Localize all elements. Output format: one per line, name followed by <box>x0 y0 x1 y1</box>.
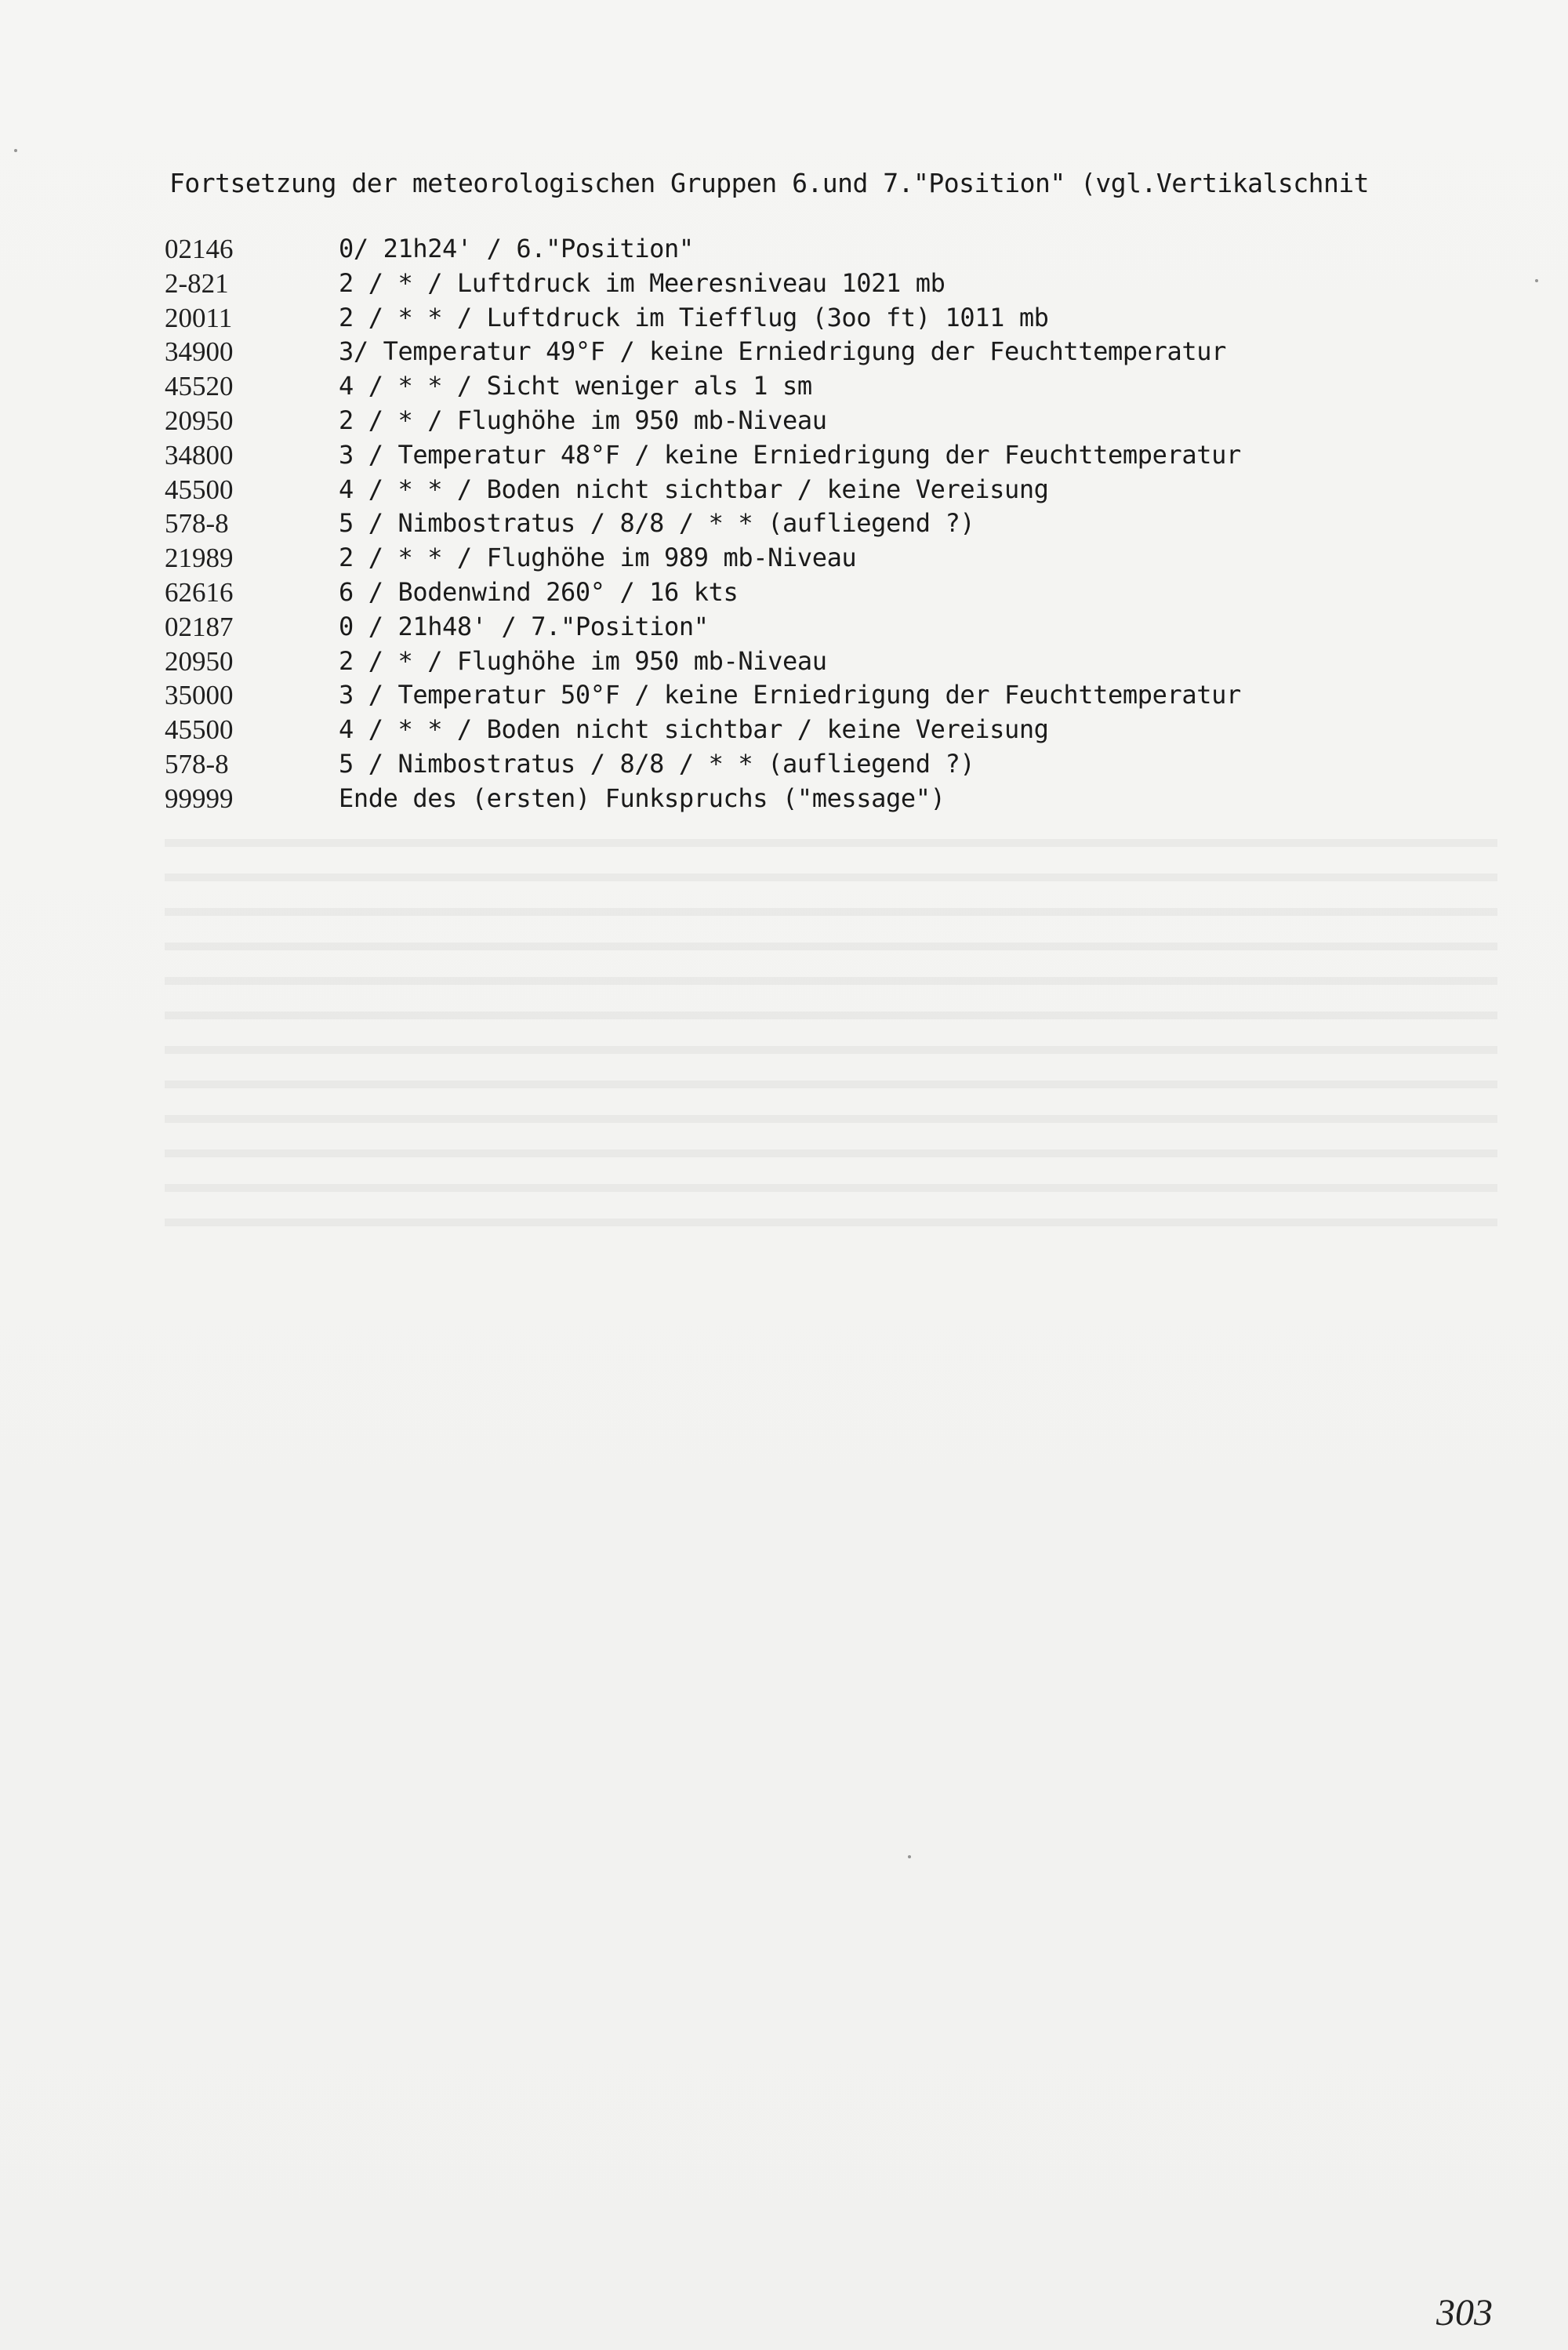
page-number: 303 <box>1436 2292 1493 2334</box>
group-description: 2 / * / Flughöhe im 950 mb-Niveau <box>339 405 827 435</box>
scan-speck <box>1535 279 1538 282</box>
group-description: 0 / 21h48' / 7."Position" <box>339 611 709 641</box>
group-description: 2 / * * / Luftdruck im Tiefflug (3oo ft) 1011 mb <box>339 302 1049 332</box>
section-heading: Fortsetzung der meteorologischen Gruppen 6.und 7."Position" (vgl.Vertikalschnit <box>169 168 1370 198</box>
group-row <box>165 646 1497 681</box>
group-description: 3 / Temperatur 48°F / keine Erniedrigung der Feuchttemperatur <box>339 439 1241 470</box>
group-row <box>165 577 1497 612</box>
group-code: 34900 <box>165 336 234 368</box>
group-description: 4 / * * / Boden nicht sichtbar / keine Vereisung <box>339 714 1049 745</box>
group-description: 5 / Nimbostratus / 8/8 / * * (aufliegend ?) <box>339 748 975 779</box>
group-row <box>165 783 1497 818</box>
group-code: 02146 <box>165 234 234 264</box>
group-description: 3/ Temperatur 49°F / keine Erniedrigung der Feuchttemperatur <box>339 336 1226 367</box>
meteorological-groups-list <box>165 234 1497 818</box>
scan-speck <box>908 1855 911 1858</box>
group-row <box>165 268 1497 303</box>
group-row <box>165 371 1497 405</box>
group-code: 35000 <box>165 680 234 711</box>
group-code: 34800 <box>165 439 234 470</box>
group-row <box>165 336 1497 371</box>
group-code: 45520 <box>165 371 234 402</box>
group-description: 4 / * * / Boden nicht sichtbar / keine Vereisung <box>339 474 1049 504</box>
group-row <box>165 612 1497 646</box>
group-description: 2 / * * / Flughöhe im 989 mb-Niveau <box>339 543 857 573</box>
group-code: 20950 <box>165 405 234 436</box>
scan-speck <box>14 149 17 152</box>
group-code: 45500 <box>165 714 234 746</box>
group-code: 2-821 <box>165 267 229 299</box>
group-code: 20950 <box>165 645 234 677</box>
group-description: 4 / * * / Sicht weniger als 1 sm <box>339 371 812 401</box>
group-description: 5 / Nimbostratus / 8/8 / * * (aufliegend ?) <box>339 508 975 539</box>
group-code: 578-8 <box>165 508 229 539</box>
group-description: 6 / Bodenwind 260° / 16 kts <box>339 576 739 607</box>
group-description: 2 / * / Flughöhe im 950 mb-Niveau <box>339 645 827 676</box>
group-row <box>165 749 1497 783</box>
group-description: Ende des (ersten) Funkspruchs ("message") <box>339 783 946 813</box>
group-row <box>165 234 1497 268</box>
group-row <box>165 474 1497 509</box>
group-description: 0/ 21h24' / 6."Position" <box>339 234 694 263</box>
group-code: 62616 <box>165 576 234 608</box>
group-row <box>165 440 1497 474</box>
group-row <box>165 543 1497 577</box>
group-code: 45500 <box>165 474 234 505</box>
bleed-through-texture <box>165 839 1497 1278</box>
group-description: 2 / * / Luftdruck im Meeresniveau 1021 mb <box>339 267 946 298</box>
group-row <box>165 303 1497 337</box>
group-description: 3 / Temperatur 50°F / keine Erniedrigung der Feuchttemperatur <box>339 680 1241 710</box>
group-row <box>165 714 1497 749</box>
group-code: 20011 <box>165 302 233 333</box>
group-row <box>165 405 1497 440</box>
group-code: 578-8 <box>165 748 229 779</box>
group-code: 02187 <box>165 611 234 642</box>
group-row <box>165 680 1497 714</box>
group-row <box>165 508 1497 543</box>
group-code: 21989 <box>165 543 234 574</box>
group-code: 99999 <box>165 783 234 814</box>
